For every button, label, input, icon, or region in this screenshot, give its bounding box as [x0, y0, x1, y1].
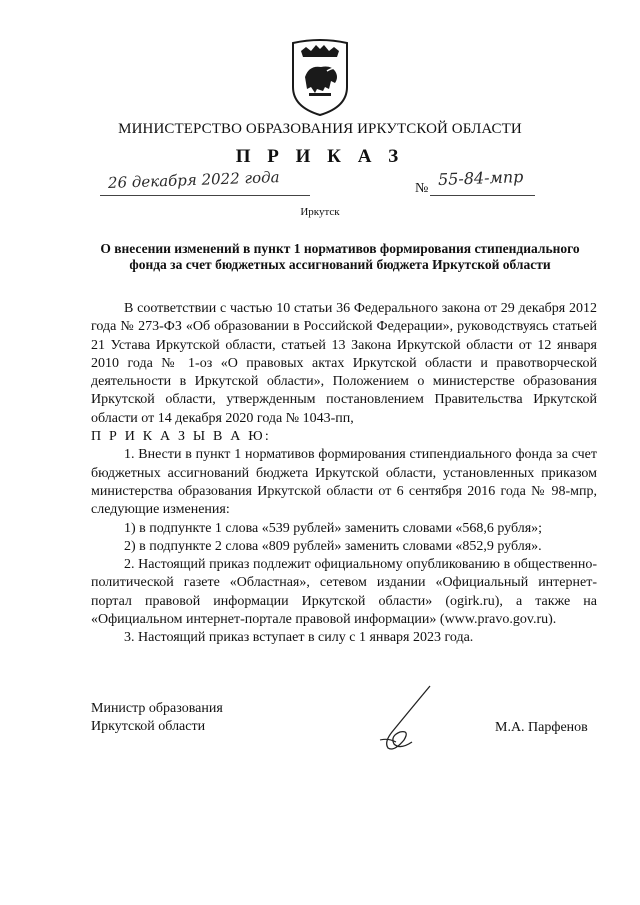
order-subject: О внесении изменений в пункт 1 нормативов формирования стипендиального фонда за счет бюджетных ассигнований бюджета Иркутской области — [100, 241, 580, 272]
handwritten-signature-icon — [370, 680, 450, 760]
irkutsk-coat-of-arms-icon — [287, 37, 353, 117]
position-line-1: Министр образования — [91, 701, 223, 716]
signatory-name: М.А. Парфенов — [495, 720, 588, 735]
document-title: П Р И К А З — [235, 146, 405, 167]
item-1: 1. Внести в пункт 1 нормативов формирования стипендиального фонда за счет бюджетных ассигнований бюджета Иркутской области, установленных приказом министерства образования Иркутской области от 6 сентября 2016 года № 98-мпр, следующие изменения: — [91, 447, 597, 518]
order-body — [91, 300, 597, 648]
signatory-position — [91, 700, 223, 737]
item-3: 3. Настоящий приказ вступает в силу с 1 января 2023 года. — [124, 630, 474, 646]
handwritten-date: 26 декабря 2022 года — [107, 168, 280, 192]
handwritten-number: 55-84-мпр — [437, 167, 524, 189]
city: Иркутск — [300, 206, 340, 218]
order-word: П Р И К А З Ы В А Ю: — [91, 429, 271, 445]
item-2: 2. Настоящий приказ подлежит официальному опубликованию в общественно-политической газете «Областная», сетевом издании «Официальный интернет-портал правовой информации Иркутской области» (ogirk.ru), а также на «Официальном интернет-портале правовой информации» (www.pravo.gov.ru). — [91, 557, 597, 628]
number-sign: № — [415, 181, 429, 196]
position-line-2: Иркутской области — [91, 719, 206, 735]
ministry-name: МИНИСТЕРСТВО ОБРАЗОВАНИЯ ИРКУТСКОЙ ОБЛАСТИ — [118, 121, 522, 137]
date-underline — [100, 195, 310, 196]
number-underline — [430, 195, 535, 196]
item-1-subitem-1: 1) в подпункте 1 слова «539 рублей» заменить словами «568,6 рубля»; — [124, 520, 543, 536]
item-1-subitem-2: 2) в подпункте 2 слова «809 рублей» заменить словами «852,9 рубля». — [124, 538, 542, 554]
preamble-paragraph: В соответствии с частью 10 статьи 36 Федерального закона от 29 декабря 2012 года № 273-ФЗ «Об образовании в Российской Федерации», руководствуясь статьей 21 Устава Иркутской области, статьей 13 Закона Иркутской области от 12 января 2010 года № 1-оз «О правовых актах Иркутской области и правотворческой деятельности в Иркутской области», Положением о министерстве образования Иркутской области, утвержденным постановлением Правительства Иркутской области от 14 декабря 2020 года № 1043-пп, — [91, 301, 597, 426]
